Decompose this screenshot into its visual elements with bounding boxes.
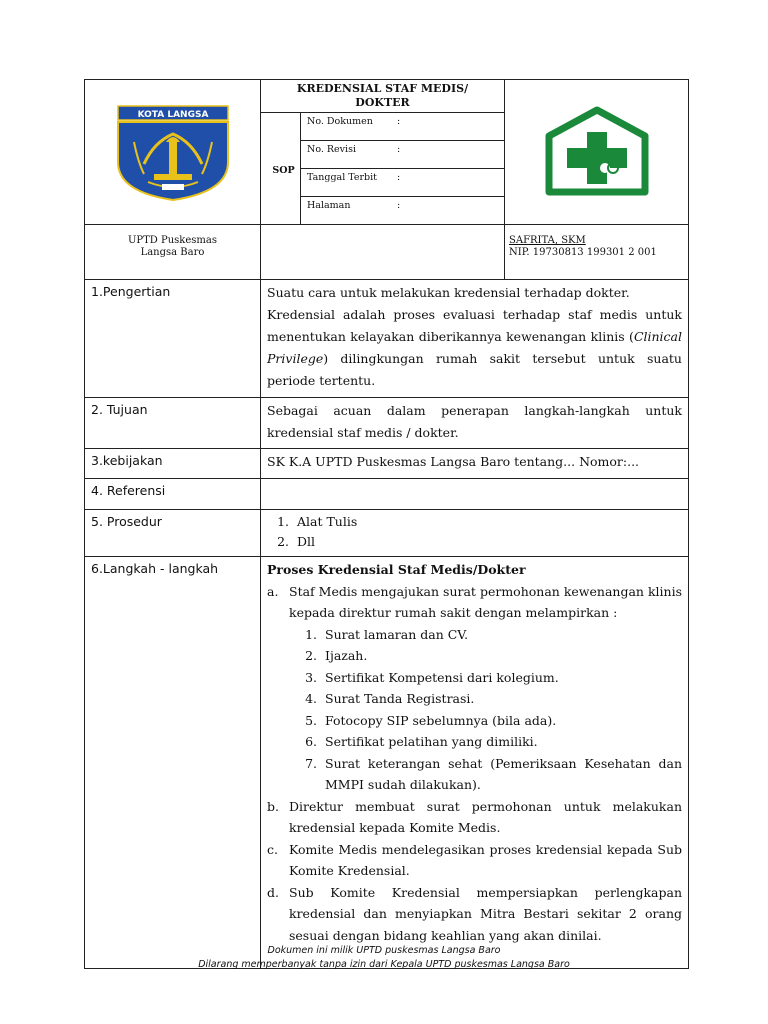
item-number: 7. xyxy=(305,755,317,771)
step-text: Staf Medis mengajukan surat permohonan kewenangan klinis kepada direktur rumah sakit dengan melampirkan : xyxy=(289,583,682,620)
sop-document xyxy=(84,79,688,969)
step-d xyxy=(267,882,682,947)
item-text: Surat lamaran dan CV. xyxy=(325,626,469,642)
content-pengertian xyxy=(261,280,689,398)
meta-value: : xyxy=(397,172,401,183)
list-item xyxy=(291,667,682,689)
list-item xyxy=(291,645,682,667)
step-letter: c. xyxy=(267,841,278,857)
label-prosedur: 5. Prosedur xyxy=(85,510,261,557)
footer-line-2: Dilarang memperbanyak tanpa izin dari Kepala UPTD puskesmas Langsa Baro xyxy=(198,959,570,970)
langkah-heading: Proses Kredensial Staf Medis/Dokter xyxy=(267,562,526,577)
item-number: 6. xyxy=(305,734,317,749)
puskesmas-cross-icon xyxy=(533,102,661,202)
sop-label: SOP xyxy=(261,113,301,225)
list-item xyxy=(291,731,682,753)
row-tujuan xyxy=(85,398,689,449)
meta-tanggal-terbit xyxy=(301,169,505,197)
header-table xyxy=(84,79,689,280)
pengertian-paragraph xyxy=(267,304,682,392)
unit-line-2: Langsa Baro xyxy=(140,247,205,258)
item-text: Surat keterangan sehat (Pemeriksaan Kesehatan dan MMPI sudah dilakukan). xyxy=(325,755,682,792)
step-letter: d. xyxy=(267,884,279,900)
meta-value: : xyxy=(397,144,401,155)
meta-halaman xyxy=(301,197,505,225)
label-kebijakan: 3.kebijakan xyxy=(85,449,261,479)
kota-langsa-emblem-icon xyxy=(114,102,232,202)
content-tujuan: Sebagai acuan dalam penerapan langkah-langkah untuk kredensial staf medis / dokter. xyxy=(261,398,689,449)
logo-text: KOTA LANGSA xyxy=(137,110,208,120)
item-text: Fotocopy SIP sebelumnya (bila ada). xyxy=(325,712,557,728)
title-line-2: DOKTER xyxy=(355,96,410,109)
meta-label: No. Revisi xyxy=(307,144,356,155)
label-tujuan: 2. Tujuan xyxy=(85,398,261,449)
signer-block xyxy=(505,225,689,280)
meta-value: : xyxy=(397,116,401,127)
step-text: Direktur membuat surat permohonan untuk melakukan kredensial kepada Komite Medis. xyxy=(289,798,682,835)
list-item xyxy=(291,624,682,646)
row-referensi xyxy=(85,479,689,510)
meta-no-revisi xyxy=(301,141,505,169)
signature-blank xyxy=(261,225,505,280)
step-c xyxy=(267,839,682,882)
item-number: 1. xyxy=(277,514,289,529)
item-number: 2. xyxy=(305,648,317,663)
step-b xyxy=(267,796,682,839)
footer-line-1: Dokumen ini milik UPTD puskesmas Langsa Baro xyxy=(267,945,501,956)
item-number: 1. xyxy=(305,626,317,642)
row-prosedur xyxy=(85,510,689,557)
label-langkah: 6.Langkah - langkah xyxy=(85,557,261,969)
title-line-1: KREDENSIAL STAF MEDIS/ xyxy=(296,82,469,95)
unit-line-1: UPTD Puskesmas xyxy=(127,235,217,246)
label-pengertian: 1.Pengertian xyxy=(85,280,261,398)
left-logo-cell xyxy=(85,80,261,225)
item-number: 2. xyxy=(277,534,289,549)
list-item xyxy=(267,532,682,552)
pengertian-text-end: ) dilingkungan rumah sakit tersebut untuk suatu periode tertentu. xyxy=(267,351,682,388)
pengertian-line: Suatu cara untuk melakukan kredensial terhadap dokter. xyxy=(267,285,630,300)
item-number: 5. xyxy=(305,712,317,728)
content-kebijakan: SK K.A UPTD Puskesmas Langsa Baro tentang... Nomor:... xyxy=(261,449,689,479)
row-kebijakan xyxy=(85,449,689,479)
meta-label: Tanggal Terbit xyxy=(307,172,377,183)
step-a xyxy=(267,581,682,624)
step-letter: b. xyxy=(267,798,279,814)
list-item xyxy=(291,688,682,710)
item-text: Dll xyxy=(297,534,316,549)
document-footer xyxy=(0,944,768,972)
content-langkah xyxy=(261,557,689,969)
signer-nip: NIP. 19730813 199301 2 001 xyxy=(509,247,657,258)
step-text: Sub Komite Kredensial mempersiapkan perlengkapan kredensial dan menyiapkan Mitra Bestari sekitar 2 orang sesuai dengan bidang keahlian yang akan dinilai. xyxy=(289,884,682,943)
item-text: Sertifikat pelatihan yang dimiliki. xyxy=(325,734,538,749)
item-text: Ijazah. xyxy=(325,648,368,663)
row-pengertian xyxy=(85,280,689,398)
meta-label: No. Dokumen xyxy=(307,116,373,127)
item-text: Alat Tulis xyxy=(297,514,358,529)
label-referensi: 4. Referensi xyxy=(85,479,261,510)
step-text: Komite Medis mendelegasikan proses kredensial kepada Sub Komite Kredensial. xyxy=(289,841,682,878)
right-logo-cell xyxy=(505,80,689,225)
list-item xyxy=(291,753,682,796)
row-langkah xyxy=(85,557,689,969)
pengertian-text: Kredensial adalah proses evaluasi terhadap staf medis untuk menentukan kelayakan diberikannya kewenangan klinis ( xyxy=(267,307,682,344)
content-prosedur xyxy=(261,510,689,557)
step-letter: a. xyxy=(267,583,279,599)
pengertian-italic: Clinical Privilege xyxy=(267,329,682,366)
item-text: Sertifikat Kompetensi dari kolegium. xyxy=(325,669,559,685)
signer-name: SAFRITA, SKM xyxy=(509,235,586,246)
content-referensi xyxy=(261,479,689,510)
item-text: Surat Tanda Registrasi. xyxy=(325,691,475,706)
step-a-list xyxy=(267,624,682,796)
item-number: 4. xyxy=(305,691,317,706)
item-number: 3. xyxy=(305,669,317,685)
content-table xyxy=(84,279,689,969)
document-title xyxy=(261,80,505,113)
meta-value: : xyxy=(397,200,401,211)
meta-no-dokumen xyxy=(301,113,505,141)
list-item xyxy=(291,710,682,732)
list-item xyxy=(267,512,682,532)
meta-label: Halaman xyxy=(307,200,351,211)
unit-name xyxy=(85,225,261,280)
